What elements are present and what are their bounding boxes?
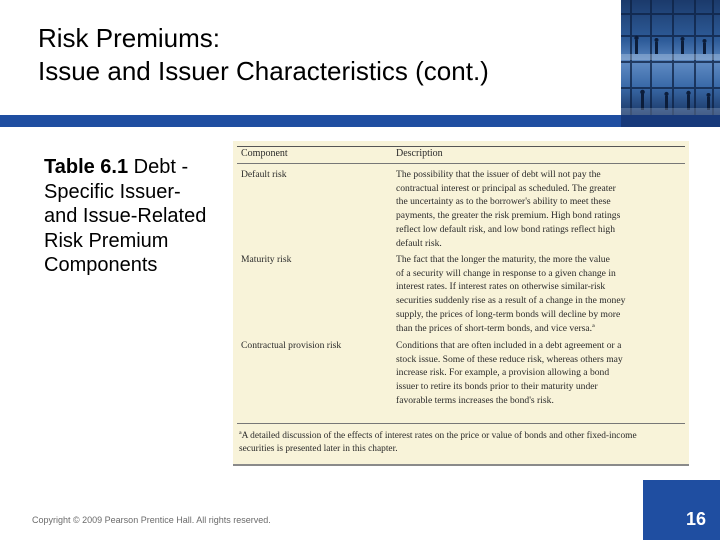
title-line-1: Risk Premiums: [38,23,221,53]
description-line: stock issue. Some of these reduce risk, whereas others may [396,353,623,365]
page-number: 16 [685,509,706,529]
office-building-photo-icon [621,0,720,115]
table-footnote [239,430,685,455]
header-photo [621,0,720,115]
row-description [396,253,686,335]
risk-components-table [233,141,689,466]
caption-label: Table 6.1 [44,156,129,178]
row-description [396,168,686,250]
caption-text: Debt -Specific Issuer- and Issue-Related Risk Premium Components [44,156,207,276]
description-line: of a security will change in response to a given change in [396,267,616,279]
header-accent-bar-dark [621,115,720,127]
description-line: contractual interest or principal as scheduled. The greater [396,182,616,194]
column-header-description: Description [396,148,443,159]
title-line-2: Issue and Issuer Characteristics (cont.) [38,56,489,86]
table-header-rule [237,163,685,164]
description-line: The possibility that the issuer of debt will not pay the [396,169,601,180]
description-line: reflect low default risk, and low bond ratings reflect high [396,223,615,235]
row-component: Contractual provision risk [241,340,342,351]
header-accent-bar [0,115,720,127]
table-top-rule [237,146,685,147]
description-line: payments, the greater the risk premium. High bond ratings [396,210,621,222]
row-description [396,339,686,408]
description-line: than the prices of short-term bonds, and vice versa.ª [396,322,595,334]
description-line: default risk. [396,237,442,249]
copyright-notice: Copyright © 2009 Pearson Prentice Hall. All rights reserved. [32,515,271,525]
description-line: The fact that the longer the maturity, the more the value [396,254,610,265]
column-header-component: Component [241,148,288,159]
description-line: the uncertainty as to the borrower's ability to meet these [396,196,611,208]
description-line: favorable terms increases the bond's risk. [396,394,554,406]
table-footnote-rule [237,423,685,424]
description-line: supply, the prices of long-term bonds will decline by more [396,308,621,320]
description-line: securities suddenly rise as a result of a change in the money [396,295,626,307]
description-line: Conditions that are often included in a debt agreement or a [396,340,622,351]
table-header-row [239,148,683,164]
table-caption [44,155,219,278]
description-line: increase risk. For example, a provision allowing a bond [396,367,610,379]
description-line: issuer to retire its bonds prior to their maturity under [396,381,598,393]
row-component: Maturity risk [241,254,292,265]
page-number-box [643,480,720,540]
slide-title [38,22,618,88]
description-line: interest rates. If interest rates on otherwise similar-risk [396,281,606,293]
footnote-line: securities is presented later in this chapter. [239,443,398,454]
row-component: Default risk [241,169,287,180]
footnote-line: ªA detailed discussion of the effects of interest rates on the price or value of bonds and other fixed-income [239,431,637,441]
